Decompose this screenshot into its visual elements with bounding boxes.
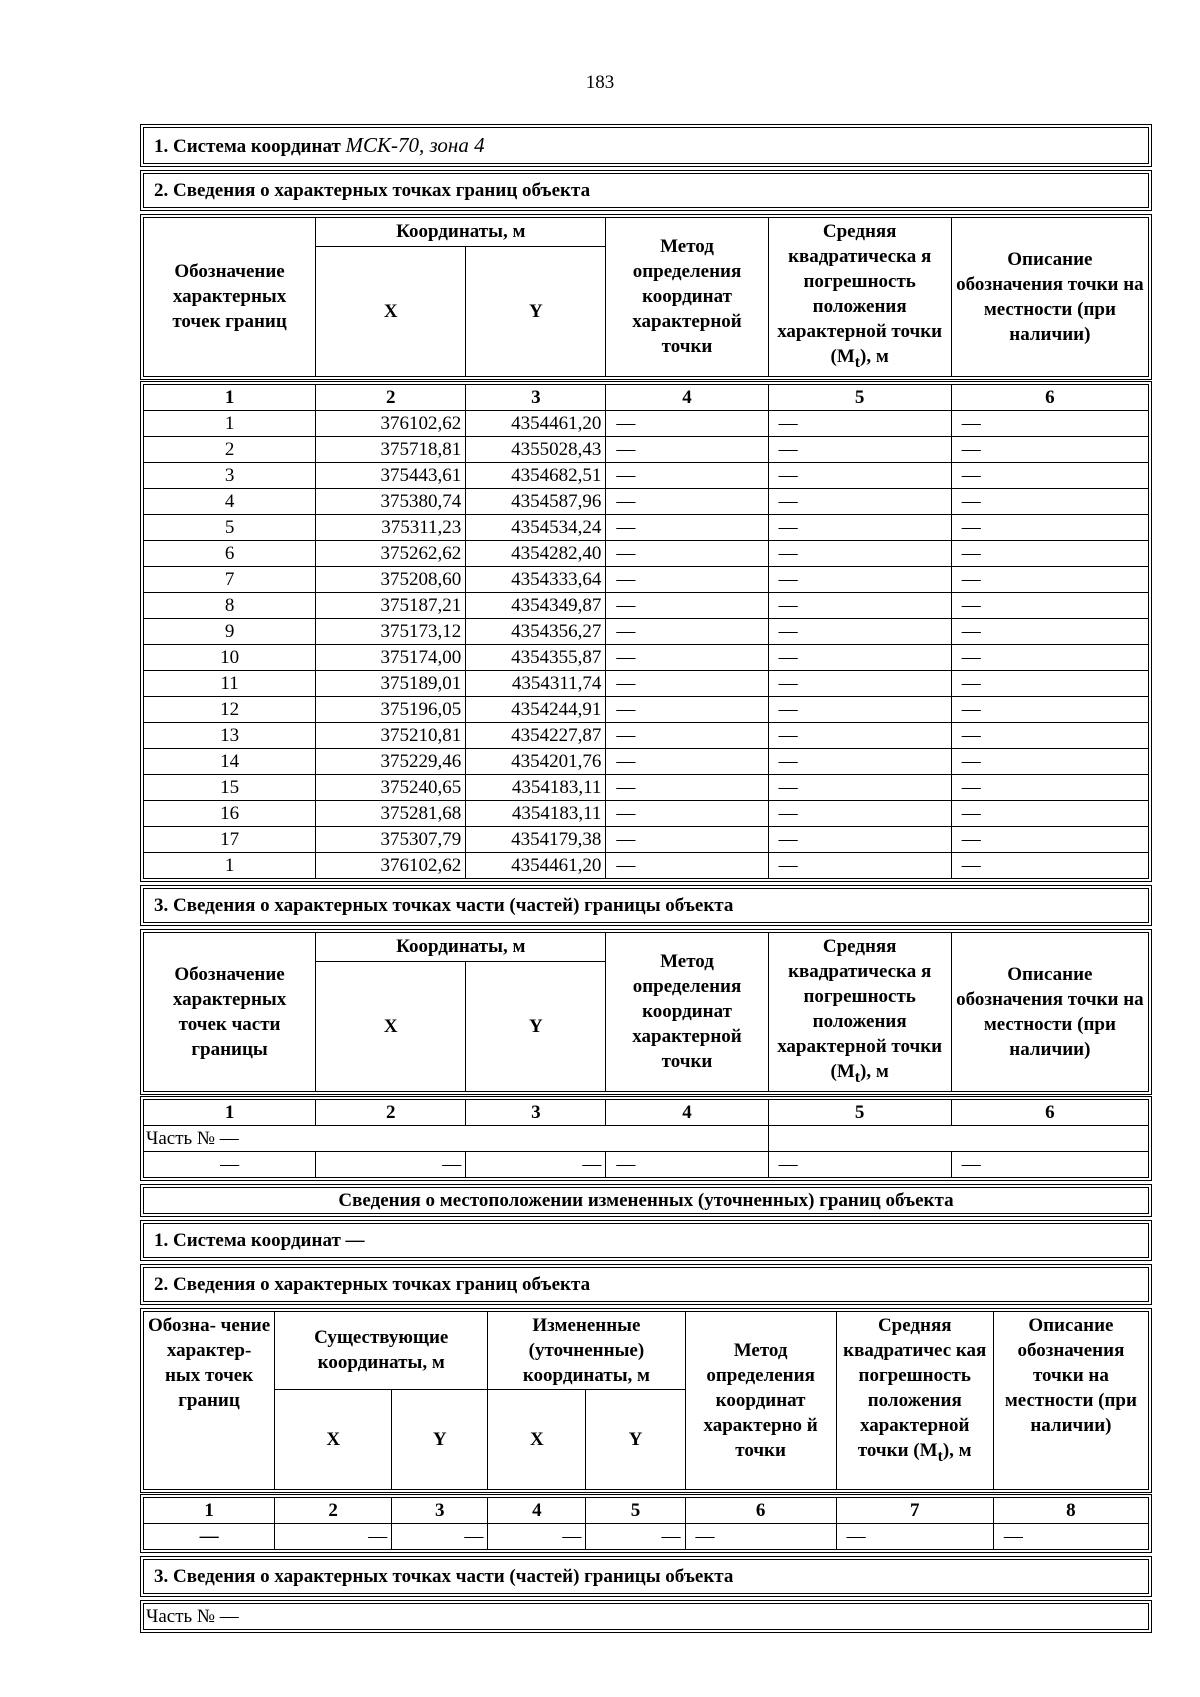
part-header-y: Y [466,962,606,1092]
changed-header-error-text: Средняя квадратичес кая погрешность положения характерной точки (M [843,1314,987,1461]
changed-header-y-new: Y [586,1389,685,1489]
point-cell-number: 6 [144,540,316,566]
point-cell-number: 5 [144,514,316,540]
point-cell-x: 375229,46 [316,748,466,774]
part-label-row [144,1125,1149,1151]
point-cell-method: — [606,644,768,670]
point-cell-method: — [606,540,768,566]
point-cell-number: 3 [144,462,316,488]
changed-header-error-sub: t [937,1447,943,1465]
points-title: 2. Сведения о характерных точках границ объекта [143,173,1149,208]
header-error [768,218,951,377]
point-cell-y: 4354282,40 [466,540,606,566]
point-cell-error: — [768,826,951,852]
changed-cell: — [275,1523,392,1549]
point-cell-y: 4354587,96 [466,488,606,514]
point-cell-method: — [606,488,768,514]
table-row [144,774,1149,800]
col-number: 5 [768,1099,951,1125]
table-row [144,722,1149,748]
point-cell-method: — [606,852,768,878]
point-cell-x: 375240,65 [316,774,466,800]
header-description: Описание обозначения точки на местности (при наличии) [951,218,1148,377]
changed-header-description: Описание обозначения точки на местности (при наличии) [993,1311,1148,1489]
changed-points-title-block [140,1264,1152,1305]
changed-part-title: 3. Сведения о характерных точках части (частей) границы объекта [143,1559,1149,1594]
point-cell-y: 4354183,11 [466,774,606,800]
part-label-empty [768,1125,1148,1151]
points-title-block [140,170,1152,211]
table-row [144,488,1149,514]
table-row [144,514,1149,540]
col-number: 4 [606,1099,768,1125]
point-cell-number: 9 [144,618,316,644]
coordinate-system-value: МСК-70, зона 4 [345,133,485,157]
point-cell-number: 14 [144,748,316,774]
table-row [144,800,1149,826]
point-cell-x: 375210,81 [316,722,466,748]
changed-part-title-block [140,1556,1152,1597]
changed-part-label: Часть № — [144,1603,1149,1629]
point-cell-description: — [951,462,1148,488]
col-number: 8 [993,1497,1148,1523]
changed-cell: — [488,1523,586,1549]
part-table-block [140,929,1152,1095]
point-cell-x: 375307,79 [316,826,466,852]
point-cell-description: — [951,852,1148,878]
point-cell-error: — [768,410,951,436]
point-cell-number: 12 [144,696,316,722]
col-number: 3 [466,384,606,410]
header-coordinates: Координаты, м [316,218,606,247]
part-header-table [143,932,1149,1092]
point-cell-y: 4354349,87 [466,592,606,618]
point-cell-description: — [951,644,1148,670]
header-method: Метод определения координат характерной точки [606,218,768,377]
header-error-sub: t [854,353,861,371]
coordinate-system-label: 1. Система координат [154,136,346,157]
table-row [144,644,1149,670]
point-cell-error: — [768,800,951,826]
changed-header-existing: Существующие координаты, м [275,1311,488,1389]
part-cell: — [951,1151,1148,1177]
table-row [144,540,1149,566]
part-header-designation: Обозначение характерных точек части границы [144,932,316,1091]
col-number: 3 [392,1497,488,1523]
changed-header-error-unit: ), м [942,1439,972,1461]
changed-part-label-block [140,1600,1152,1633]
part-header-error-sub: t [854,1068,861,1086]
point-cell-description: — [951,748,1148,774]
point-cell-number: 10 [144,644,316,670]
point-cell-y: 4354227,87 [466,722,606,748]
point-cell-method: — [606,592,768,618]
col-number: 2 [316,384,466,410]
point-cell-y: 4354355,87 [466,644,606,670]
point-cell-description: — [951,696,1148,722]
part-cell: — [466,1151,606,1177]
part-header-coordinates: Координаты, м [316,932,606,961]
part-cell: — [144,1151,316,1177]
point-cell-number: 11 [144,670,316,696]
point-cell-error: — [768,514,951,540]
part-title-block [140,885,1152,926]
changed-header-designation: Обозна- чение характер- ных точек границ [144,1311,275,1489]
point-cell-y: 4354333,64 [466,566,606,592]
point-cell-number: 17 [144,826,316,852]
header-y: Y [466,247,606,377]
point-cell-number: 1 [144,852,316,878]
point-cell-number: 7 [144,566,316,592]
col-number: 3 [466,1099,606,1125]
part-header-x: X [316,962,466,1092]
point-cell-x: 375208,60 [316,566,466,592]
point-cell-error: — [768,462,951,488]
point-cell-method: — [606,826,768,852]
point-cell-x: 375173,12 [316,618,466,644]
col-number: 4 [488,1497,586,1523]
point-cell-x: 375187,21 [316,592,466,618]
coordinate-system-row [143,127,1149,164]
point-cell-number: 1 [144,410,316,436]
table-row [144,436,1149,462]
point-cell-error: — [768,566,951,592]
point-cell-method: — [606,748,768,774]
point-cell-method: — [606,618,768,644]
point-cell-method: — [606,800,768,826]
changed-data-table [143,1497,1149,1550]
point-cell-description: — [951,800,1148,826]
changed-cell: — [993,1523,1148,1549]
point-cell-x: 375311,23 [316,514,466,540]
table-row [144,592,1149,618]
point-cell-y: 4354461,20 [466,410,606,436]
point-cell-description: — [951,592,1148,618]
col-number: 7 [836,1497,993,1523]
point-cell-x: 375718,81 [316,436,466,462]
col-number: 6 [685,1497,836,1523]
part-header-description: Описание обозначения точки на местности (при наличии) [951,932,1148,1091]
point-cell-description: — [951,488,1148,514]
point-cell-x: 375380,74 [316,488,466,514]
point-cell-number: 2 [144,436,316,462]
col-number: 5 [586,1497,685,1523]
point-cell-error: — [768,540,951,566]
point-cell-description: — [951,618,1148,644]
changed-header-x-existing: X [275,1389,392,1489]
table-row [144,826,1149,852]
coordinate-system-block [140,124,1152,167]
points-data-table [143,384,1149,879]
point-cell-description: — [951,670,1148,696]
point-cell-number: 4 [144,488,316,514]
point-cell-x: 376102,62 [316,410,466,436]
part-cell: — [606,1151,768,1177]
point-cell-method: — [606,436,768,462]
point-cell-error: — [768,436,951,462]
point-cell-x: 375174,00 [316,644,466,670]
point-cell-description: — [951,436,1148,462]
changed-cell: — [392,1523,488,1549]
changed-column-number-row [144,1497,1149,1523]
table-row [144,618,1149,644]
point-cell-x: 375189,01 [316,670,466,696]
point-cell-method: — [606,696,768,722]
point-cell-error: — [768,774,951,800]
point-cell-number: 15 [144,774,316,800]
point-cell-y: 4354201,76 [466,748,606,774]
point-cell-number: 16 [144,800,316,826]
col-number: 1 [144,1497,275,1523]
changed-part-table [143,1603,1149,1630]
point-cell-y: 4354311,74 [466,670,606,696]
point-cell-error: — [768,670,951,696]
part-cell: — [768,1151,951,1177]
changed-cell: — [685,1523,836,1549]
point-cell-method: — [606,410,768,436]
col-number: 4 [606,384,768,410]
header-x: X [316,247,466,377]
col-number: 1 [144,1099,316,1125]
table-row [144,566,1149,592]
point-cell-x: 375262,62 [316,540,466,566]
col-number: 5 [768,384,951,410]
point-cell-description: — [951,566,1148,592]
changed-coordinate-system-block [140,1220,1152,1261]
document-sheet [140,124,1152,1633]
point-cell-error: — [768,748,951,774]
table-row [144,670,1149,696]
point-cell-error: — [768,592,951,618]
table-row [144,410,1149,436]
changed-header-method: Метод определения координат характерно й точки [685,1311,836,1489]
changed-cell: — [144,1523,275,1549]
point-cell-method: — [606,566,768,592]
table-row [144,696,1149,722]
col-number: 1 [144,384,316,410]
point-cell-x: 375443,61 [316,462,466,488]
changed-header-y-existing: Y [392,1389,488,1489]
table-row [144,852,1149,878]
point-cell-y: 4354682,51 [466,462,606,488]
point-cell-method: — [606,462,768,488]
part-header-error-text: Средняя квадратическа я погрешность положения характерной точки (M [777,935,943,1082]
point-cell-method: — [606,722,768,748]
part-data-block [140,1096,1152,1181]
point-cell-description: — [951,410,1148,436]
table-row [144,748,1149,774]
point-cell-description: — [951,774,1148,800]
header-designation: Обозначение характерных точек границ [144,218,316,377]
part-row [144,1151,1149,1177]
point-cell-x: 375281,68 [316,800,466,826]
part-title: 3. Сведения о характерных точках части (частей) границы объекта [143,888,1149,923]
part-column-number-row [144,1099,1149,1125]
point-cell-y: 4354183,11 [466,800,606,826]
point-cell-x: 375196,05 [316,696,466,722]
point-cell-error: — [768,696,951,722]
column-number-row [144,384,1149,410]
changed-points-title: 2. Сведения о характерных точках границ объекта [143,1267,1149,1302]
changed-boundaries-title: Сведения о местоположении измененных (уточненных) границ объекта [143,1187,1149,1214]
point-cell-error: — [768,618,951,644]
part-label: Часть № — [144,1125,769,1151]
part-header-method: Метод определения координат характерной точки [606,932,768,1091]
point-cell-y: 4354534,24 [466,514,606,540]
point-cell-y: 4354179,38 [466,826,606,852]
point-cell-y: 4354356,27 [466,618,606,644]
point-cell-description: — [951,540,1148,566]
changed-cell: — [586,1523,685,1549]
point-cell-error: — [768,644,951,670]
point-cell-y: 4355028,43 [466,436,606,462]
point-cell-method: — [606,514,768,540]
table-row [144,462,1149,488]
part-header-error-unit: ), м [860,1060,889,1082]
changed-header-new: Измененные (уточненные) координаты, м [488,1311,685,1389]
point-cell-y: 4354244,91 [466,696,606,722]
point-cell-number: 8 [144,592,316,618]
changed-header-error [836,1311,993,1489]
point-cell-error: — [768,488,951,514]
part-data-table [143,1099,1149,1178]
point-cell-error: — [768,852,951,878]
point-cell-description: — [951,826,1148,852]
col-number: 2 [275,1497,392,1523]
header-error-unit: ), м [860,346,889,367]
part-cell: — [316,1151,466,1177]
point-cell-error: — [768,722,951,748]
changed-coordinate-system: 1. Система координат — [143,1223,1149,1258]
changed-data-block [140,1494,1152,1553]
changed-cell: — [836,1523,993,1549]
changed-row [144,1523,1149,1549]
point-cell-x: 376102,62 [316,852,466,878]
point-cell-method: — [606,774,768,800]
changed-table-block [140,1308,1152,1493]
page-number: 183 [585,72,615,93]
header-error-text: Средняя квадратическа я погрешность положения характерной точки (M [777,221,943,367]
changed-header-x-new: X [488,1389,586,1489]
col-number: 6 [951,384,1148,410]
point-cell-method: — [606,670,768,696]
col-number: 6 [951,1099,1148,1125]
part-header-error [768,932,951,1091]
point-cell-description: — [951,514,1148,540]
changed-boundaries-title-block [140,1184,1152,1217]
point-cell-description: — [951,722,1148,748]
changed-header-table [143,1311,1149,1490]
points-data-block [140,381,1152,882]
points-table [143,217,1149,377]
point-cell-number: 13 [144,722,316,748]
points-table-block [140,214,1152,380]
point-cell-y: 4354461,20 [466,852,606,878]
col-number: 2 [316,1099,466,1125]
